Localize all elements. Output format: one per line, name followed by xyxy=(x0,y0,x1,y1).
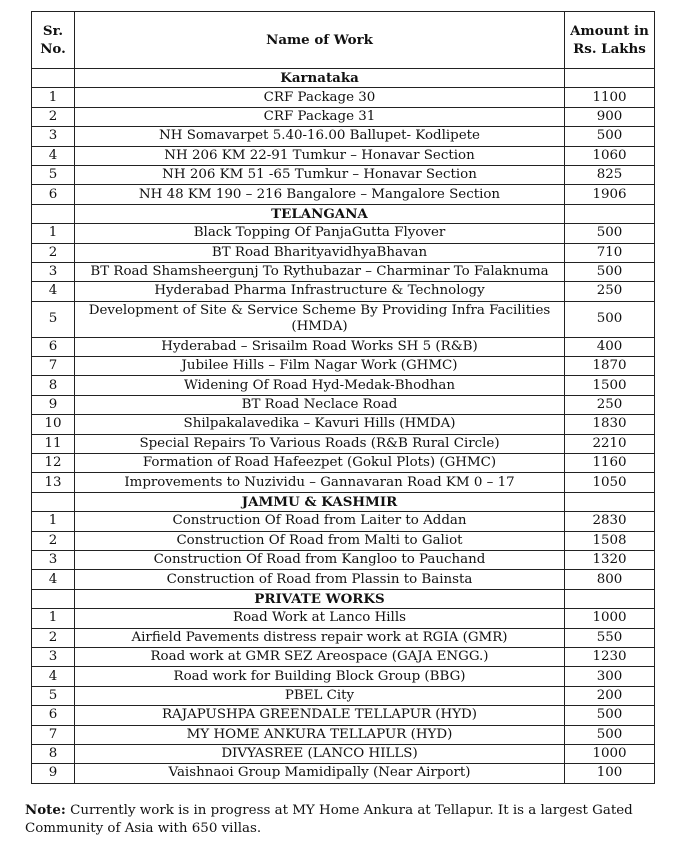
amount-cell: 550 xyxy=(565,628,655,647)
amount-cell: 250 xyxy=(565,395,655,414)
amount-cell: 1000 xyxy=(565,609,655,628)
sr-cell: 4 xyxy=(32,282,75,301)
amount-cell: 250 xyxy=(565,282,655,301)
note-label: Note: xyxy=(25,802,66,818)
table-row xyxy=(32,301,655,337)
work-name-cell: Construction Of Road from Laiter to Addan xyxy=(75,512,565,531)
sr-cell: 8 xyxy=(32,376,75,395)
section-title: JAMMU & KASHMIR xyxy=(75,492,565,511)
table-row xyxy=(32,282,655,301)
work-name-cell: Road Work at Lanco Hills xyxy=(75,609,565,628)
section-sr-cell xyxy=(32,492,75,511)
table-row xyxy=(32,686,655,705)
table-row xyxy=(32,107,655,126)
sr-cell: 2 xyxy=(32,107,75,126)
work-name-cell: Shilpakalavedika – Kavuri Hills (HMDA) xyxy=(75,415,565,434)
sr-cell: 1 xyxy=(32,224,75,243)
table-row xyxy=(32,667,655,686)
amount-cell: 200 xyxy=(565,686,655,705)
table-row xyxy=(32,127,655,146)
amount-cell: 1508 xyxy=(565,531,655,550)
section-sr-cell xyxy=(32,69,75,88)
amount-cell: 1050 xyxy=(565,473,655,492)
amount-cell: 300 xyxy=(565,667,655,686)
sr-cell: 4 xyxy=(32,667,75,686)
note xyxy=(25,801,665,838)
work-name-cell: Construction Of Road from Kangloo to Pauchand xyxy=(75,550,565,569)
sr-cell: 3 xyxy=(32,262,75,281)
amount-cell: 825 xyxy=(565,165,655,184)
work-name-cell: Widening Of Road Hyd-Medak-Bhodhan xyxy=(75,376,565,395)
work-name-cell: Road work at GMR SEZ Areospace (GAJA ENGG.) xyxy=(75,647,565,666)
work-name-cell: BT Road Neclace Road xyxy=(75,395,565,414)
note-text: Currently work is in progress at MY Home Ankura at Tellapur. It is a largest Gated Community of Asia with 650 villas. xyxy=(25,803,633,836)
work-name-cell: Construction of Road from Plassin to Bainsta xyxy=(75,570,565,589)
amount-cell: 1500 xyxy=(565,376,655,395)
table-row xyxy=(32,764,655,783)
table-row xyxy=(32,146,655,165)
table-row xyxy=(32,570,655,589)
section-sr-cell xyxy=(32,204,75,223)
works-table-body xyxy=(32,69,655,784)
sr-cell: 12 xyxy=(32,454,75,473)
sr-cell: 2 xyxy=(32,243,75,262)
work-name-cell: Road work for Building Block Group (BBG) xyxy=(75,667,565,686)
table-row xyxy=(32,512,655,531)
work-name-cell: NH 48 KM 190 – 216 Bangalore – Mangalore Section xyxy=(75,185,565,204)
header-name-of-work: Name of Work xyxy=(75,12,565,69)
work-name-cell: NH 206 KM 51 -65 Tumkur – Honavar Section xyxy=(75,165,565,184)
work-name-cell: Jubilee Hills – Film Nagar Work (GHMC) xyxy=(75,357,565,376)
sr-cell: 2 xyxy=(32,531,75,550)
table-row xyxy=(32,706,655,725)
amount-cell: 500 xyxy=(565,127,655,146)
table-row xyxy=(32,550,655,569)
table-row xyxy=(32,376,655,395)
amount-cell: 1000 xyxy=(565,744,655,763)
section-amount-cell xyxy=(565,204,655,223)
table-row xyxy=(32,434,655,453)
works-table xyxy=(31,11,655,784)
sr-cell: 6 xyxy=(32,337,75,356)
sr-cell: 11 xyxy=(32,434,75,453)
sr-cell: 1 xyxy=(32,609,75,628)
sr-cell: 7 xyxy=(32,725,75,744)
sr-cell: 8 xyxy=(32,744,75,763)
section-row xyxy=(32,69,655,88)
table-row xyxy=(32,531,655,550)
table-row xyxy=(32,609,655,628)
sr-cell: 2 xyxy=(32,628,75,647)
table-row xyxy=(32,628,655,647)
table-row xyxy=(32,165,655,184)
work-name-cell: Formation of Road Hafeezpet (Gokul Plots) (GHMC) xyxy=(75,454,565,473)
sr-cell: 10 xyxy=(32,415,75,434)
amount-cell: 1870 xyxy=(565,357,655,376)
amount-cell: 500 xyxy=(565,706,655,725)
amount-cell: 500 xyxy=(565,224,655,243)
section-sr-cell xyxy=(32,589,75,608)
header-row xyxy=(32,12,655,69)
section-amount-cell xyxy=(565,589,655,608)
work-name-cell: MY HOME ANKURA TELLAPUR (HYD) xyxy=(75,725,565,744)
amount-cell: 800 xyxy=(565,570,655,589)
amount-cell: 500 xyxy=(565,725,655,744)
sr-cell: 3 xyxy=(32,550,75,569)
amount-cell: 1100 xyxy=(565,88,655,107)
amount-cell: 1830 xyxy=(565,415,655,434)
amount-cell: 500 xyxy=(565,301,655,337)
section-row xyxy=(32,492,655,511)
work-name-cell: CRF Package 31 xyxy=(75,107,565,126)
work-name-cell: NH Somavarpet 5.40-16.00 Ballupet- Kodlipete xyxy=(75,127,565,146)
work-name-cell: Airfield Pavements distress repair work at RGIA (GMR) xyxy=(75,628,565,647)
amount-cell: 2210 xyxy=(565,434,655,453)
table-row xyxy=(32,88,655,107)
work-name-cell: Hyderabad Pharma Infrastructure & Technology xyxy=(75,282,565,301)
amount-cell: 100 xyxy=(565,764,655,783)
amount-cell: 2830 xyxy=(565,512,655,531)
table-row xyxy=(32,473,655,492)
table-row xyxy=(32,744,655,763)
work-name-cell: RAJAPUSHPA GREENDALE TELLAPUR (HYD) xyxy=(75,706,565,725)
table-row xyxy=(32,337,655,356)
amount-cell: 710 xyxy=(565,243,655,262)
amount-cell: 500 xyxy=(565,262,655,281)
section-row xyxy=(32,589,655,608)
amount-cell: 1230 xyxy=(565,647,655,666)
sr-cell: 5 xyxy=(32,301,75,337)
amount-cell: 1906 xyxy=(565,185,655,204)
sr-cell: 5 xyxy=(32,165,75,184)
table-row xyxy=(32,243,655,262)
section-row xyxy=(32,204,655,223)
table-row xyxy=(32,725,655,744)
work-name-cell: Vaishnaoi Group Mamidipally (Near Airport) xyxy=(75,764,565,783)
table-row xyxy=(32,395,655,414)
table-row xyxy=(32,454,655,473)
section-title: TELANGANA xyxy=(75,204,565,223)
section-title: PRIVATE WORKS xyxy=(75,589,565,608)
work-name-cell: PBEL City xyxy=(75,686,565,705)
sr-cell: 3 xyxy=(32,127,75,146)
work-name-cell: CRF Package 30 xyxy=(75,88,565,107)
sr-cell: 1 xyxy=(32,512,75,531)
work-name-cell: Improvements to Nuzividu – Gannavaran Road KM 0 – 17 xyxy=(75,473,565,492)
sr-cell: 13 xyxy=(32,473,75,492)
work-name-cell: Construction Of Road from Malti to Galiot xyxy=(75,531,565,550)
sr-cell: 1 xyxy=(32,88,75,107)
sr-cell: 4 xyxy=(32,146,75,165)
amount-cell: 900 xyxy=(565,107,655,126)
work-name-cell: BT Road BharityavidhyaBhavan xyxy=(75,243,565,262)
sr-cell: 6 xyxy=(32,706,75,725)
sr-cell: 7 xyxy=(32,357,75,376)
sr-cell: 3 xyxy=(32,647,75,666)
amount-cell: 1320 xyxy=(565,550,655,569)
work-name-cell: Black Topping Of PanjaGutta Flyover xyxy=(75,224,565,243)
table-row xyxy=(32,647,655,666)
amount-cell: 1060 xyxy=(565,146,655,165)
table-row xyxy=(32,415,655,434)
header-sr-no: Sr. No. xyxy=(32,12,75,69)
section-amount-cell xyxy=(565,69,655,88)
work-name-cell: Special Repairs To Various Roads (R&B Rural Circle) xyxy=(75,434,565,453)
sr-cell: 4 xyxy=(32,570,75,589)
sr-cell: 6 xyxy=(32,185,75,204)
table-row xyxy=(32,262,655,281)
work-name-cell: Hyderabad – Srisailm Road Works SH 5 (R&B) xyxy=(75,337,565,356)
table-row xyxy=(32,357,655,376)
table-row xyxy=(32,185,655,204)
work-name-cell: DIVYASREE (LANCO HILLS) xyxy=(75,744,565,763)
sr-cell: 9 xyxy=(32,395,75,414)
amount-cell: 400 xyxy=(565,337,655,356)
work-name-cell: Development of Site & Service Scheme By Providing Infra Facilities (HMDA) xyxy=(75,301,565,337)
sr-cell: 9 xyxy=(32,764,75,783)
amount-cell: 1160 xyxy=(565,454,655,473)
section-amount-cell xyxy=(565,492,655,511)
sr-cell: 5 xyxy=(32,686,75,705)
section-title: Karnataka xyxy=(75,69,565,88)
header-amount: Amount in Rs. Lakhs xyxy=(565,12,655,69)
table-row xyxy=(32,224,655,243)
work-name-cell: BT Road Shamsheergunj To Rythubazar – Charminar To Falaknuma xyxy=(75,262,565,281)
work-name-cell: NH 206 KM 22-91 Tumkur – Honavar Section xyxy=(75,146,565,165)
